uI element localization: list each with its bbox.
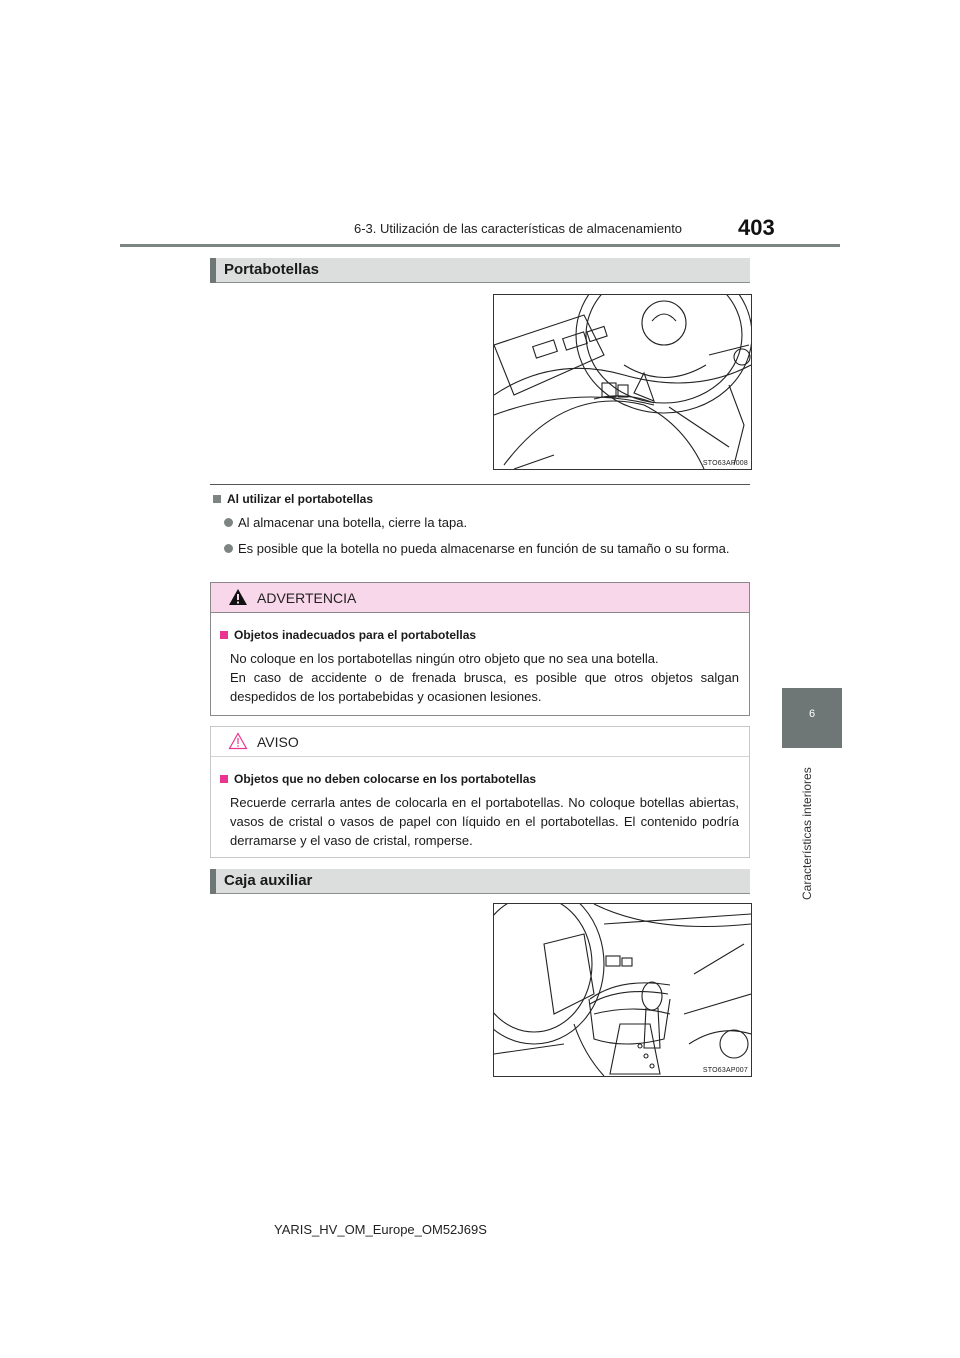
bottle-holder-figure [493, 294, 752, 470]
warning-box-header [211, 583, 749, 613]
section-title: Portabotellas [224, 261, 320, 278]
chapter-side-label [800, 760, 816, 900]
figure-code: STO63AP008 [702, 460, 748, 467]
list-item [224, 513, 740, 532]
notice-box-header [211, 727, 749, 757]
warning-line: No coloque en los portabotellas ningún otro objeto que no sea una botella. [230, 651, 659, 666]
document-id: YARIS_HV_OM_Europe_OM52J69S [274, 1222, 487, 1237]
warning-line: En caso de accidente o de frenada brusca, es posible que otros objetos salgan despedidos de los portabebidas y ocasionen lesiones. [230, 670, 739, 704]
chapter-tab-number: 6 [808, 708, 816, 720]
aux-box-figure [493, 903, 752, 1077]
square-marker-icon [213, 495, 221, 503]
page-number: 403 [738, 215, 775, 240]
notice-label: AVISO [257, 734, 299, 750]
aux-box-illustration [494, 904, 751, 1076]
list-item-text: Es posible que la botella no pueda almacenarse en función de su tamaño o su forma. [238, 541, 730, 556]
section-header-aux-box [210, 869, 750, 894]
square-marker-icon [220, 631, 228, 639]
bullet-icon [224, 518, 233, 527]
warning-box [210, 582, 750, 716]
usage-heading-text: Al utilizar el portabotellas [227, 492, 374, 506]
list-item [224, 539, 740, 577]
list-item-text: Al almacenar una botella, cierre la tapa. [238, 515, 468, 530]
caution-triangle-icon [228, 732, 248, 750]
bottle-holder-illustration [494, 295, 751, 469]
notice-item-title-text: Objetos que no deben colocarse en los portabotellas [234, 772, 537, 786]
warning-triangle-icon [228, 588, 248, 606]
section-title: Caja auxiliar [224, 872, 313, 889]
notice-text: Recuerde cerrarla antes de colocarla en el portabotellas. No coloque botellas abiertas, vasos de cristal o vasos de papel con líquido en el portabotellas. El contenido podría derramarse y el vaso de cristal, romperse. [230, 795, 739, 848]
warning-item-title-text: Objetos inadecuados para el portabotellas [234, 628, 477, 642]
header-divider [120, 244, 840, 247]
bullet-icon [224, 544, 233, 553]
notice-item-title [220, 772, 536, 786]
notice-box [210, 726, 750, 858]
warning-label: ADVERTENCIA [257, 590, 357, 606]
usage-heading [213, 492, 373, 506]
figure-code: STO63AP007 [702, 1067, 748, 1074]
warning-item-title [220, 628, 476, 642]
chapter-title: 6-3. Utilización de las características de almacenamiento [354, 221, 683, 236]
square-marker-icon [220, 775, 228, 783]
section-header-bottle-holder [210, 258, 750, 283]
chapter-side-label-text: Características interiores [800, 767, 814, 900]
warning-text [230, 649, 739, 706]
content-divider [210, 484, 750, 485]
